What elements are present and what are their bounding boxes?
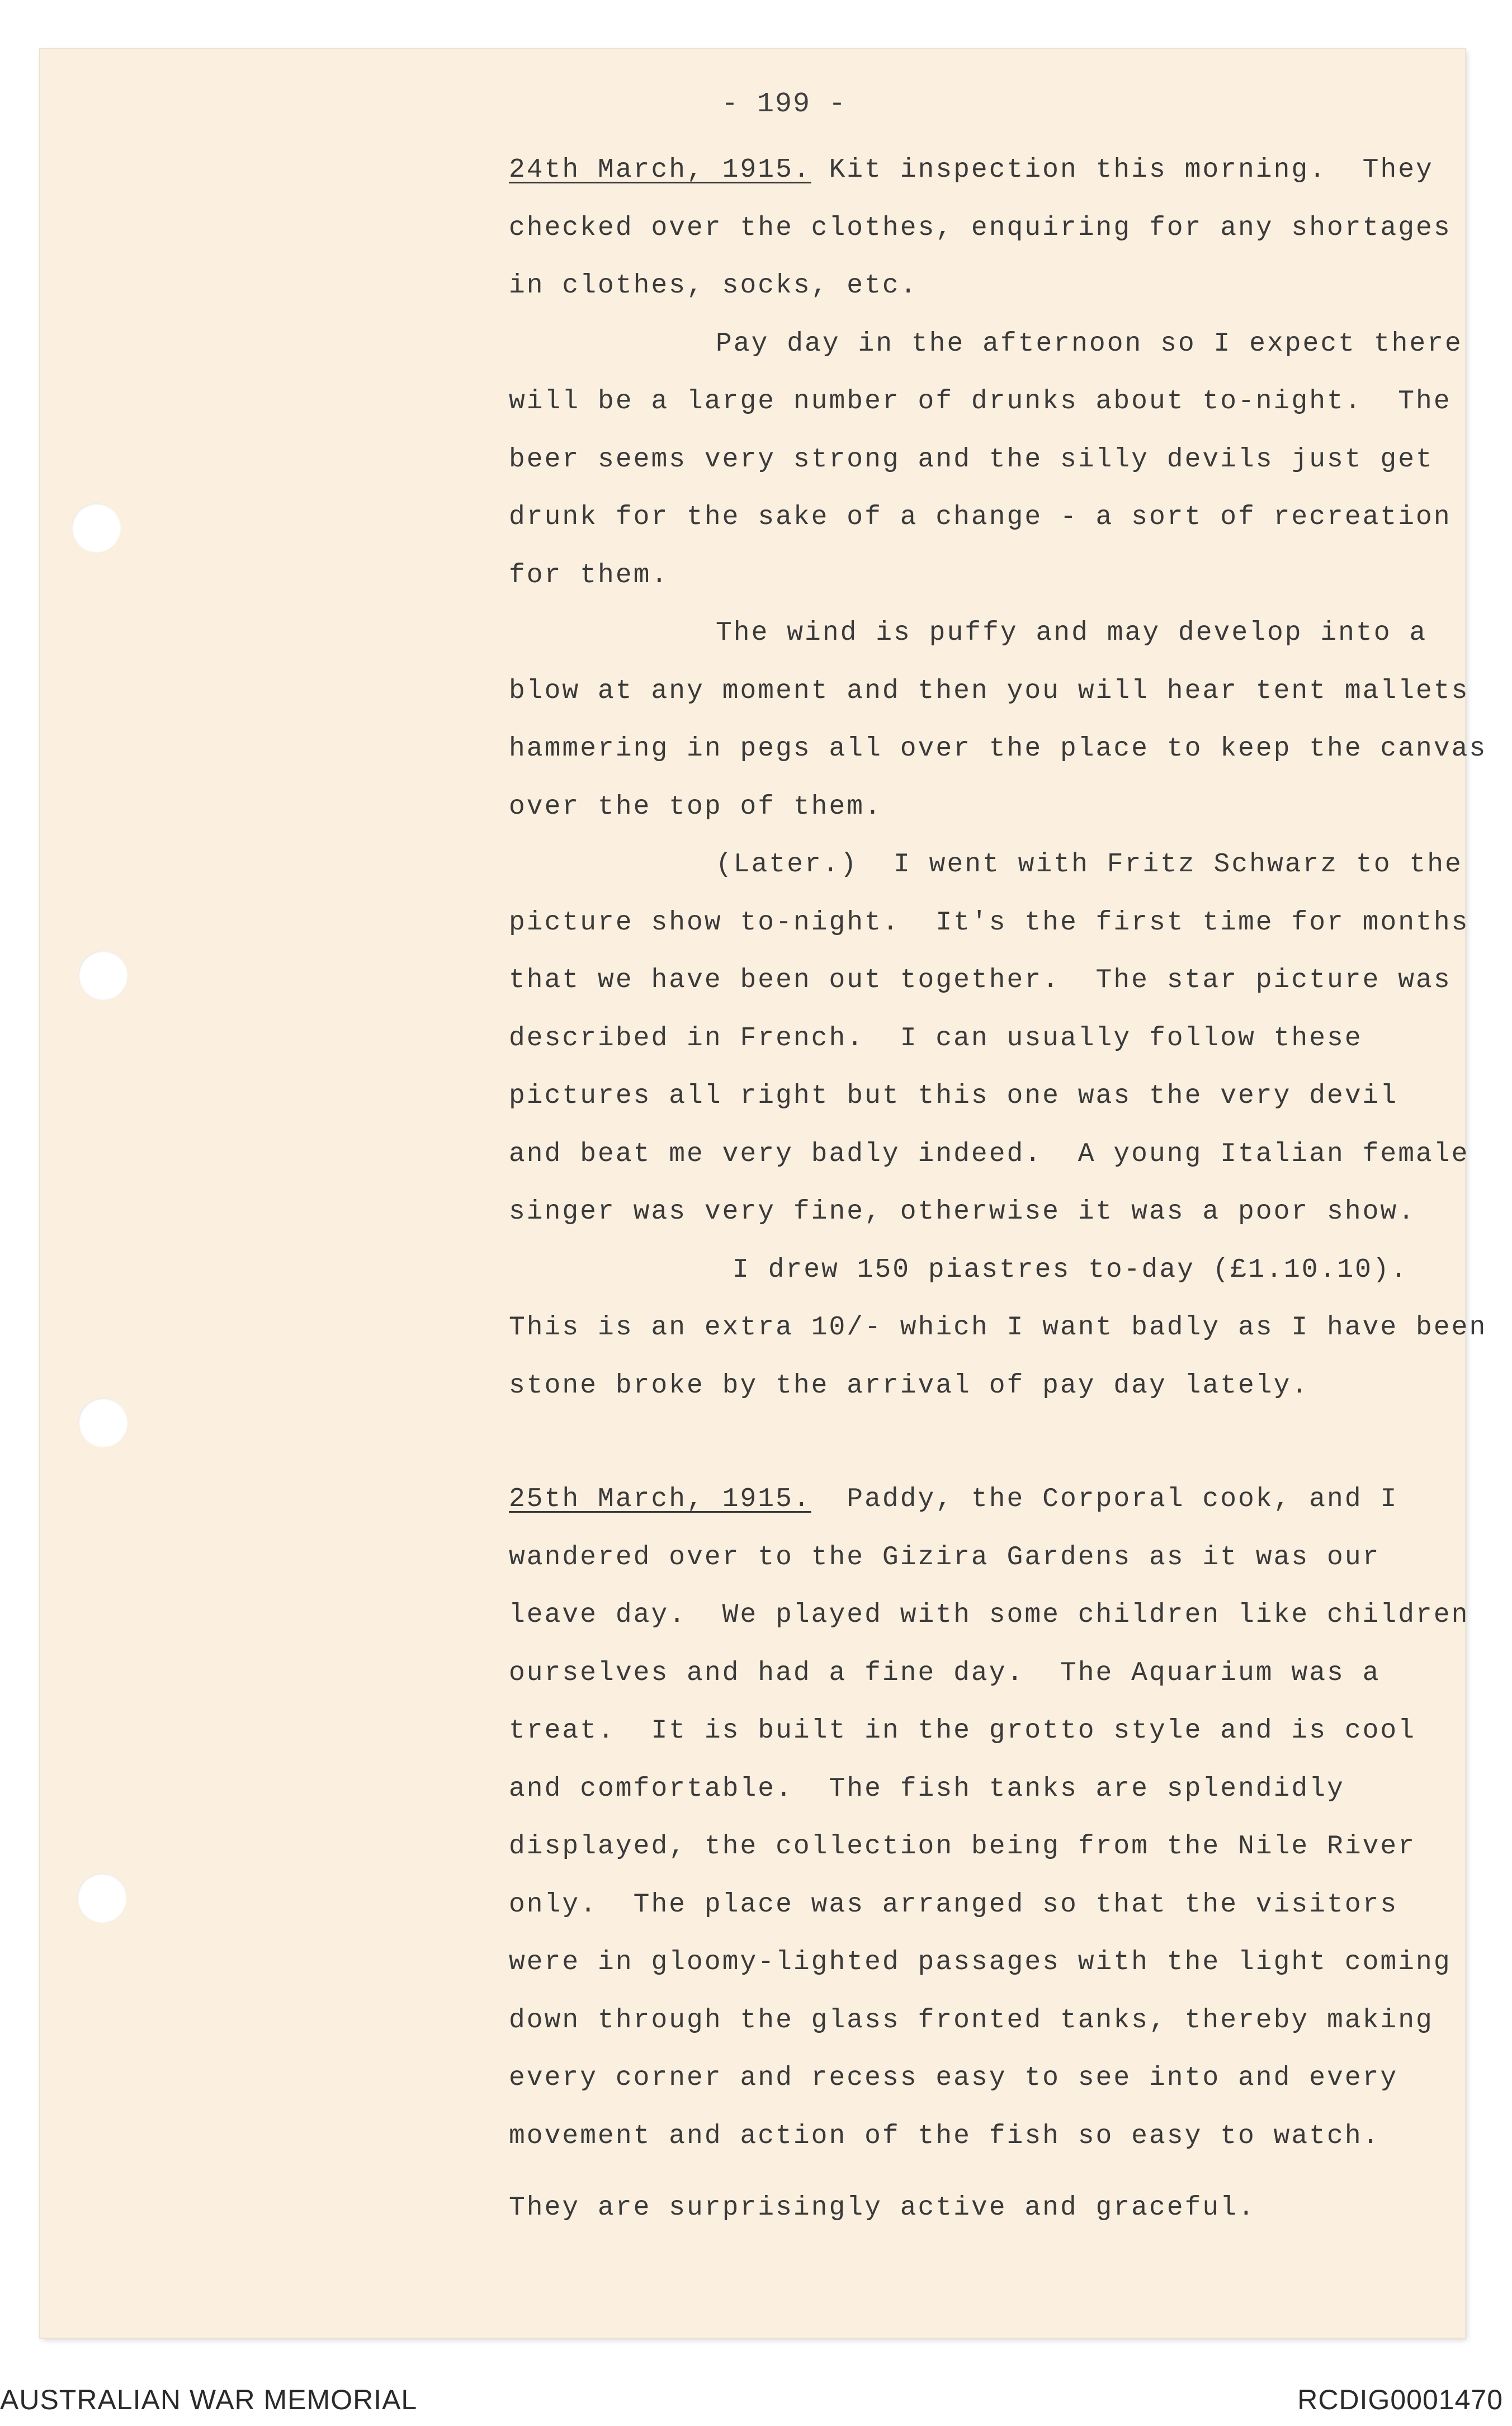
text-line: in clothes, socks, etc. [509,271,918,301]
text-line: described in French. I can usually follow these [509,1023,1363,1054]
text-line: hammering in pegs all over the place to keep the canvas [509,734,1487,764]
text-line: I drew 150 piastres to-day (£1.10.10). [733,1254,1409,1285]
punch-hole [78,1398,127,1447]
punch-hole [77,1873,126,1923]
footer-institution: AUSTRALIAN WAR MEMORIAL [0,2384,418,2415]
text-line: Kit inspection this morning. They [811,155,1434,185]
entry-first-line [509,1471,1493,1529]
text-line: treat. It is built in the grotto style and is cool [509,1716,1416,1746]
text-line: pictures all right but this one was the very devil [509,1081,1398,1111]
text-line: beer seems very strong and the silly devils just get [509,444,1434,475]
entry-date: 24th March, 1915. [509,155,811,185]
text-line: blow at any moment and then you will hear tent mallets [509,676,1470,706]
punch-hole [78,951,127,1000]
text-line: and beat me very badly indeed. A young Italian female [509,1139,1470,1169]
page-number: - 199 - [721,88,847,120]
text-line: wandered over to the Gizira Gardens as it was our [509,1542,1381,1573]
text-line: for them. [509,560,669,591]
text-line: drunk for the sake of a change - a sort of recreation [509,502,1452,532]
text-line: displayed, the collection being from the Nile River [509,1832,1416,1862]
entry-first-line [509,141,1493,200]
punch-hole [72,503,121,553]
diary-entry [509,1471,1493,2238]
text-line: were in gloomy-lighted passages with the light coming [509,1947,1452,1977]
document-page [40,49,1487,2338]
diary-text [509,141,1493,2238]
text-line: that we have been out together. The star picture was [509,965,1452,995]
text-line: Paddy, the Corporal cook, and I [811,1484,1398,1514]
paragraph-gap [509,2165,1493,2179]
footer-record-id: RCDIG0001470 [1297,2384,1503,2415]
text-line: only. The place was arranged so that the visitors [509,1889,1398,1920]
text-line: (Later.) I went with Fritz Schwarz to the [716,849,1463,880]
text-line: singer was very fine, otherwise it was a poor show. [509,1197,1416,1227]
text-line: This is an extra 10/- which I want badly as I have been [509,1313,1487,1343]
text-line: will be a large number of drunks about to-night. The [509,386,1452,417]
text-line: every corner and recess easy to see into and every [509,2063,1398,2093]
text-line: down through the glass fronted tanks, thereby making [509,2005,1434,2036]
text-line: over the top of them. [509,791,882,822]
text-line: and comfortable. The fish tanks are splendidly [509,1773,1345,1804]
entry-date: 25th March, 1915. [509,1484,811,1514]
text-line: checked over the clothes, enquiring for any shortages [509,213,1452,243]
text-line: stone broke by the arrival of pay day lately. [509,1370,1310,1401]
text-line: movement and action of the fish so easy to watch. [509,2121,1381,2151]
text-line: ourselves and had a fine day. The Aquarium was a [509,1658,1381,1688]
entry-separator [509,1415,1493,1471]
diary-entry [509,141,1493,1415]
text-line: picture show to-night. It's the first time for months [509,907,1470,938]
text-line: They are surprisingly active and graceful. [509,2193,1256,2223]
text-line: The wind is puffy and may develop into a [716,618,1428,648]
text-line: Pay day in the afternoon so I expect there [716,328,1463,359]
text-line: leave day. We played with some children like children [509,1600,1470,1630]
